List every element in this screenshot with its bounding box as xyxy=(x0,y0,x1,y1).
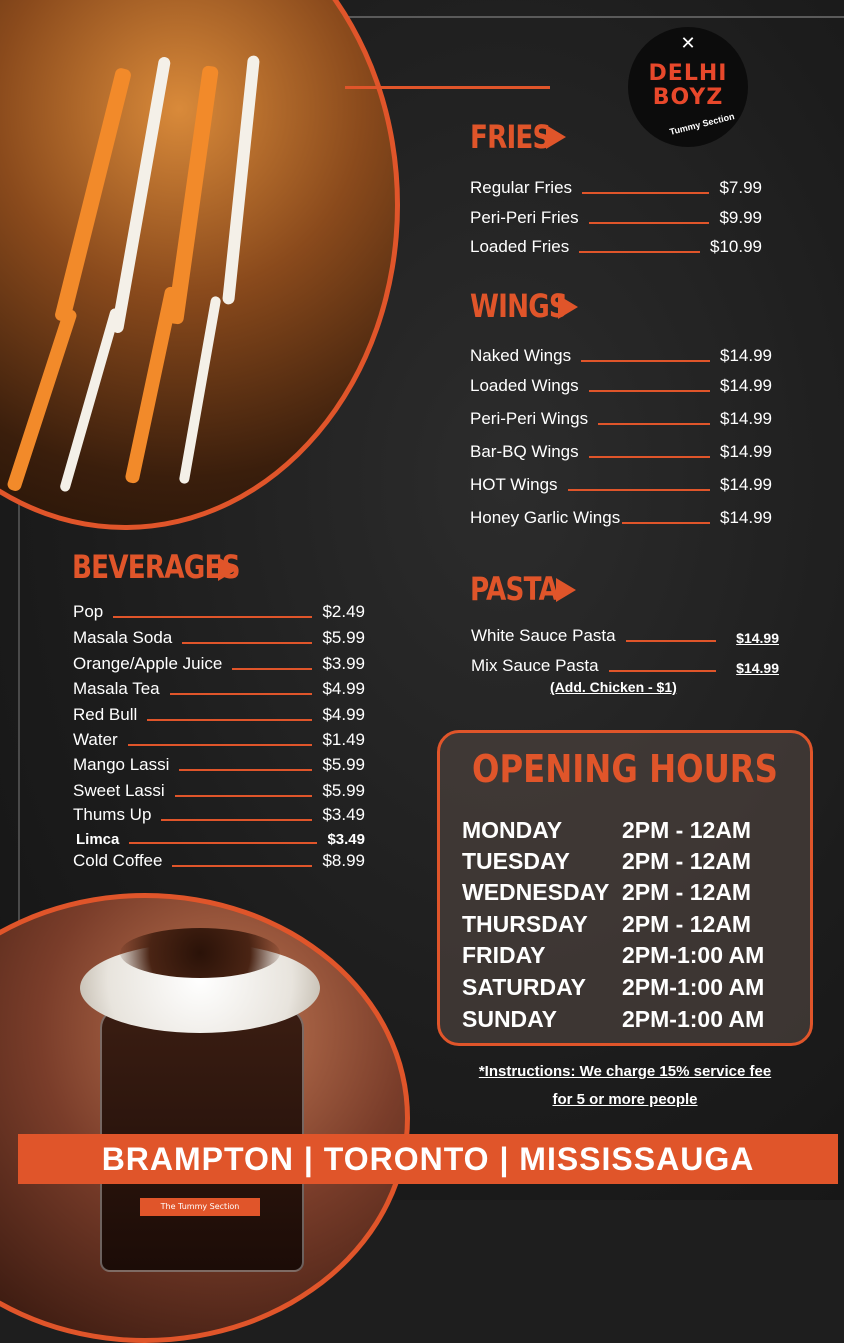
item-name: Water xyxy=(73,730,118,749)
item-price: $2.49 xyxy=(322,602,365,621)
wings-title: WINGS xyxy=(470,287,568,325)
brand-name: DELHI BOYZ xyxy=(648,61,728,110)
menu-item xyxy=(470,370,772,396)
item-price: $3.49 xyxy=(327,831,365,848)
brand-logo xyxy=(628,27,748,147)
leader-line xyxy=(582,192,709,194)
opening-hours-box xyxy=(437,730,813,1046)
item-price: $14.99 xyxy=(720,508,772,527)
leader-line xyxy=(589,390,710,392)
leader-line xyxy=(161,819,312,821)
service-fee-note xyxy=(470,1058,780,1114)
menu-item xyxy=(73,648,365,674)
item-name: Thums Up xyxy=(73,805,152,824)
item-name: Loaded Fries xyxy=(470,237,570,256)
fried-food-photo xyxy=(0,0,400,530)
item-price: $10.99 xyxy=(710,237,762,256)
menu-item xyxy=(470,436,772,462)
menu-item xyxy=(471,650,779,676)
day-label: THURSDAY xyxy=(462,911,588,937)
item-price: $1.49 xyxy=(322,730,365,749)
item-name: HOT Wings xyxy=(470,475,558,494)
item-price: $4.99 xyxy=(322,679,365,698)
leader-line xyxy=(170,693,313,695)
menu-item xyxy=(470,502,772,528)
item-name: Peri-Peri Fries xyxy=(470,208,579,227)
day-label: FRIDAY xyxy=(462,942,546,968)
cup-label: The Tummy Section xyxy=(140,1198,260,1216)
item-price: $3.49 xyxy=(322,805,365,824)
time-label: 2PM-1:00 AM xyxy=(622,974,765,1000)
item-price: $14.99 xyxy=(736,630,779,646)
item-price: $9.99 xyxy=(719,208,762,227)
instructions-line-2: for 5 or more people xyxy=(552,1091,698,1108)
item-price: $14.99 xyxy=(720,346,772,365)
item-price: $14.99 xyxy=(720,442,772,461)
leader-line xyxy=(626,640,717,642)
item-price: $5.99 xyxy=(322,755,365,774)
item-price: $14.99 xyxy=(720,376,772,395)
item-name: Regular Fries xyxy=(470,178,573,197)
day-label: SUNDAY xyxy=(462,1006,558,1032)
item-name: Cold Coffee xyxy=(73,851,163,870)
menu-item xyxy=(470,202,762,228)
hours-row xyxy=(462,974,765,1001)
time-label: 2PM - 12AM xyxy=(622,817,752,843)
hours-row xyxy=(462,942,765,969)
item-name: Masala Soda xyxy=(73,628,173,647)
hours-row xyxy=(462,1006,765,1033)
hours-row xyxy=(462,848,752,875)
leader-line xyxy=(609,670,717,672)
menu-item xyxy=(73,775,365,801)
menu-item xyxy=(73,699,365,725)
item-price: $7.99 xyxy=(719,178,762,197)
item-name: Limca xyxy=(76,831,120,848)
item-price: $14.99 xyxy=(736,660,779,676)
menu-item xyxy=(470,172,762,198)
item-name: White Sauce Pasta xyxy=(471,626,616,645)
item-name: Orange/Apple Juice xyxy=(73,654,223,673)
menu-item xyxy=(471,620,779,646)
top-divider xyxy=(300,16,844,18)
item-name: Peri-Peri Wings xyxy=(470,409,589,428)
leader-line xyxy=(579,251,700,253)
item-price: $14.99 xyxy=(720,409,772,428)
menu-item xyxy=(73,673,365,699)
menu-item xyxy=(73,622,365,648)
item-price: $8.99 xyxy=(322,851,365,870)
leader-line xyxy=(589,456,710,458)
item-price: $3.99 xyxy=(322,654,365,673)
item-name: Mango Lassi xyxy=(73,755,170,774)
leader-line xyxy=(128,744,313,746)
pasta-arrow-icon xyxy=(556,578,576,602)
item-price: $5.99 xyxy=(322,781,365,800)
time-label: 2PM - 12AM xyxy=(622,879,752,905)
locations-banner: BRAMPTON | TORONTO | MISSISSAUGA xyxy=(18,1134,838,1184)
leader-line xyxy=(147,719,312,721)
leader-line xyxy=(129,842,317,844)
item-name: Sweet Lassi xyxy=(73,781,165,800)
item-name: Loaded Wings xyxy=(470,376,579,395)
item-name: Bar-BQ Wings xyxy=(470,442,579,461)
time-label: 2PM - 12AM xyxy=(622,911,752,937)
instructions-line-1: *Instructions: We charge 15% service fee xyxy=(478,1063,772,1080)
leader-line xyxy=(598,423,710,425)
item-price: $5.99 xyxy=(322,628,365,647)
fries-title: FRIES xyxy=(470,118,551,156)
cold-coffee-photo xyxy=(0,893,410,1343)
menu-item xyxy=(470,231,762,257)
menu-item xyxy=(73,596,365,622)
pasta-title: PASTA xyxy=(470,570,559,608)
day-label: WEDNESDAY xyxy=(462,879,610,905)
leader-line xyxy=(179,769,312,771)
menu-item xyxy=(470,340,772,366)
leader-line xyxy=(175,795,313,797)
wings-arrow-icon xyxy=(558,295,578,319)
item-name: Masala Tea xyxy=(73,679,160,698)
item-price: $4.99 xyxy=(322,705,365,724)
brand-tagline: Tummy Section xyxy=(668,111,736,137)
leader-line xyxy=(589,222,710,224)
leader-line xyxy=(182,642,312,644)
beverages-title: BEVERAGES xyxy=(72,548,240,586)
leader-line xyxy=(622,522,710,524)
menu-item xyxy=(470,469,772,495)
item-name: Mix Sauce Pasta xyxy=(471,656,599,675)
menu-item xyxy=(73,724,365,750)
item-name: Pop xyxy=(73,602,104,621)
beverages-arrow-icon xyxy=(218,557,238,581)
day-label: SATURDAY xyxy=(462,974,586,1000)
chocolate-topping xyxy=(120,928,280,978)
hours-row xyxy=(462,911,752,938)
menu-item xyxy=(470,403,772,429)
fork-spoon-icon: ✕ xyxy=(680,33,696,53)
time-label: 2PM-1:00 AM xyxy=(622,1006,765,1032)
day-label: MONDAY xyxy=(462,817,563,843)
item-price: $14.99 xyxy=(720,475,772,494)
add-chicken-note: (Add. Chicken - $1) xyxy=(550,679,677,695)
leader-line xyxy=(232,668,312,670)
item-name: Naked Wings xyxy=(470,346,572,365)
menu-item xyxy=(73,749,365,775)
hours-row xyxy=(462,879,752,906)
leader-line xyxy=(568,489,710,491)
leader-line xyxy=(581,360,710,362)
time-label: 2PM-1:00 AM xyxy=(622,942,765,968)
day-label: TUESDAY xyxy=(462,848,570,874)
leader-line xyxy=(113,616,312,618)
accent-line xyxy=(345,86,550,89)
opening-hours-title: OPENING HOURS xyxy=(472,747,778,791)
menu-item xyxy=(73,845,365,871)
hours-row xyxy=(462,817,752,844)
item-name: Red Bull xyxy=(73,705,138,724)
fries-arrow-icon xyxy=(546,125,566,149)
leader-line xyxy=(172,865,312,867)
item-name: Honey Garlic Wings xyxy=(470,508,621,527)
time-label: 2PM - 12AM xyxy=(622,848,752,874)
